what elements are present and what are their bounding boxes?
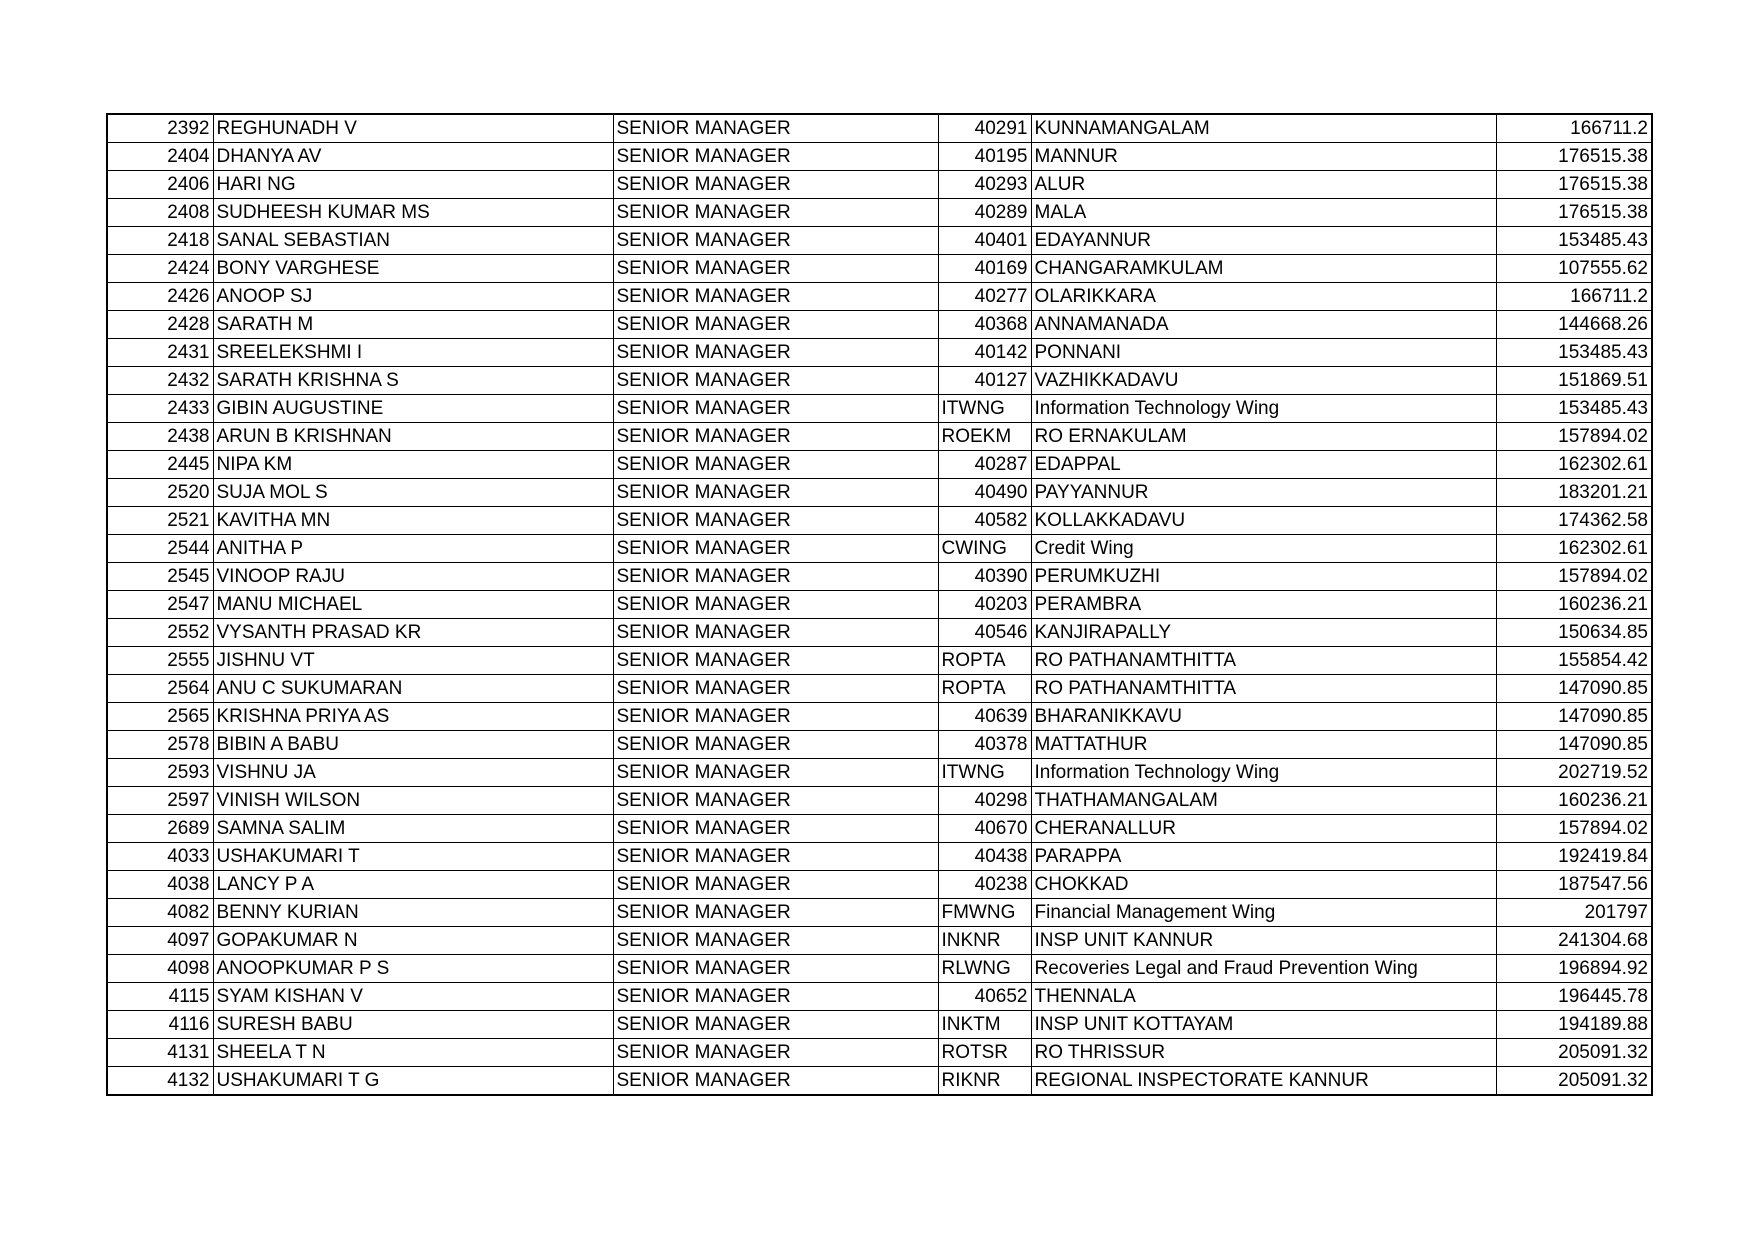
table-row	[107, 731, 1652, 759]
office-name-cell: MANNUR	[1031, 143, 1496, 171]
designation-cell: SENIOR MANAGER	[613, 871, 938, 899]
office-name-cell: MALA	[1031, 199, 1496, 227]
amount-cell: 151869.51	[1496, 367, 1652, 395]
office-name-cell: RO PATHANAMTHITTA	[1031, 647, 1496, 675]
amount-cell: 205091.32	[1496, 1039, 1652, 1067]
designation-cell: SENIOR MANAGER	[613, 1011, 938, 1039]
office-name-cell: INSP UNIT KOTTAYAM	[1031, 1011, 1496, 1039]
amount-cell: 162302.61	[1496, 451, 1652, 479]
employee-id-cell: 2418	[107, 227, 213, 255]
office-code-cell: 40652	[938, 983, 1031, 1011]
employee-id-cell: 2593	[107, 759, 213, 787]
office-code-cell: 40390	[938, 563, 1031, 591]
office-code-cell: 40238	[938, 871, 1031, 899]
office-name-cell: BHARANIKKAVU	[1031, 703, 1496, 731]
designation-cell: SENIOR MANAGER	[613, 675, 938, 703]
employee-id-cell: 2426	[107, 283, 213, 311]
amount-cell: 201797	[1496, 899, 1652, 927]
employee-name-cell: ANU C SUKUMARAN	[213, 675, 613, 703]
designation-cell: SENIOR MANAGER	[613, 367, 938, 395]
table-row	[107, 395, 1652, 423]
designation-cell: SENIOR MANAGER	[613, 507, 938, 535]
table-row	[107, 143, 1652, 171]
designation-cell: SENIOR MANAGER	[613, 703, 938, 731]
employee-id-cell: 4033	[107, 843, 213, 871]
designation-cell: SENIOR MANAGER	[613, 143, 938, 171]
office-code-cell: 40127	[938, 367, 1031, 395]
office-code-cell: ITWNG	[938, 395, 1031, 423]
employee-name-cell: KAVITHA MN	[213, 507, 613, 535]
table-row	[107, 983, 1652, 1011]
employee-id-cell: 4097	[107, 927, 213, 955]
amount-cell: 153485.43	[1496, 227, 1652, 255]
amount-cell: 192419.84	[1496, 843, 1652, 871]
office-name-cell: PERUMKUZHI	[1031, 563, 1496, 591]
employee-name-cell: REGHUNADH V	[213, 114, 613, 143]
employee-name-cell: USHAKUMARI T	[213, 843, 613, 871]
office-name-cell: PAYYANNUR	[1031, 479, 1496, 507]
amount-cell: 144668.26	[1496, 311, 1652, 339]
office-name-cell: EDAYANNUR	[1031, 227, 1496, 255]
office-name-cell: Credit Wing	[1031, 535, 1496, 563]
office-name-cell: RO PATHANAMTHITTA	[1031, 675, 1496, 703]
employee-id-cell: 2564	[107, 675, 213, 703]
office-code-cell: ITWNG	[938, 759, 1031, 787]
office-code-cell: 40401	[938, 227, 1031, 255]
employee-id-cell: 2424	[107, 255, 213, 283]
employee-name-cell: SYAM KISHAN V	[213, 983, 613, 1011]
amount-cell: 176515.38	[1496, 199, 1652, 227]
office-code-cell: 40438	[938, 843, 1031, 871]
amount-cell: 166711.2	[1496, 283, 1652, 311]
office-name-cell: Information Technology Wing	[1031, 759, 1496, 787]
designation-cell: SENIOR MANAGER	[613, 171, 938, 199]
designation-cell: SENIOR MANAGER	[613, 395, 938, 423]
employee-id-cell: 2552	[107, 619, 213, 647]
amount-cell: 166711.2	[1496, 114, 1652, 143]
amount-cell: 147090.85	[1496, 731, 1652, 759]
table-row	[107, 927, 1652, 955]
designation-cell: SENIOR MANAGER	[613, 535, 938, 563]
designation-cell: SENIOR MANAGER	[613, 423, 938, 451]
table-row	[107, 451, 1652, 479]
employee-name-cell: HARI NG	[213, 171, 613, 199]
employee-id-cell: 2545	[107, 563, 213, 591]
table-row	[107, 311, 1652, 339]
designation-cell: SENIOR MANAGER	[613, 227, 938, 255]
amount-cell: 150634.85	[1496, 619, 1652, 647]
office-code-cell: 40582	[938, 507, 1031, 535]
designation-cell: SENIOR MANAGER	[613, 983, 938, 1011]
amount-cell: 160236.21	[1496, 787, 1652, 815]
employee-name-cell: SURESH BABU	[213, 1011, 613, 1039]
employee-name-cell: BONY VARGHESE	[213, 255, 613, 283]
table-row	[107, 871, 1652, 899]
employee-id-cell: 4082	[107, 899, 213, 927]
employee-name-cell: KRISHNA PRIYA AS	[213, 703, 613, 731]
employee-name-cell: MANU MICHAEL	[213, 591, 613, 619]
designation-cell: SENIOR MANAGER	[613, 255, 938, 283]
employee-name-cell: SANAL SEBASTIAN	[213, 227, 613, 255]
amount-cell: 196894.92	[1496, 955, 1652, 983]
employee-name-cell: VINISH WILSON	[213, 787, 613, 815]
amount-cell: 176515.38	[1496, 171, 1652, 199]
office-name-cell: RO ERNAKULAM	[1031, 423, 1496, 451]
office-name-cell: VAZHIKKADAVU	[1031, 367, 1496, 395]
office-name-cell: KANJIRAPALLY	[1031, 619, 1496, 647]
designation-cell: SENIOR MANAGER	[613, 199, 938, 227]
amount-cell: 155854.42	[1496, 647, 1652, 675]
designation-cell: SENIOR MANAGER	[613, 1039, 938, 1067]
designation-cell: SENIOR MANAGER	[613, 339, 938, 367]
designation-cell: SENIOR MANAGER	[613, 311, 938, 339]
office-code-cell: 40203	[938, 591, 1031, 619]
employee-id-cell: 4115	[107, 983, 213, 1011]
table-row	[107, 535, 1652, 563]
employee-id-cell: 4132	[107, 1067, 213, 1096]
employee-id-cell: 2392	[107, 114, 213, 143]
table-row	[107, 591, 1652, 619]
employee-id-cell: 2432	[107, 367, 213, 395]
office-code-cell: 40287	[938, 451, 1031, 479]
designation-cell: SENIOR MANAGER	[613, 927, 938, 955]
table-row	[107, 339, 1652, 367]
employee-name-cell: JISHNU VT	[213, 647, 613, 675]
office-code-cell: ROTSR	[938, 1039, 1031, 1067]
designation-cell: SENIOR MANAGER	[613, 899, 938, 927]
amount-cell: 107555.62	[1496, 255, 1652, 283]
employee-name-cell: SREELEKSHMI I	[213, 339, 613, 367]
office-name-cell: THENNALA	[1031, 983, 1496, 1011]
table-row	[107, 1067, 1652, 1096]
table-row	[107, 955, 1652, 983]
table-row	[107, 255, 1652, 283]
employee-name-cell: VINOOP RAJU	[213, 563, 613, 591]
table-row	[107, 899, 1652, 927]
office-name-cell: CHANGARAMKULAM	[1031, 255, 1496, 283]
office-name-cell: PARAPPA	[1031, 843, 1496, 871]
amount-cell: 153485.43	[1496, 395, 1652, 423]
office-code-cell: 40546	[938, 619, 1031, 647]
employee-id-cell: 2433	[107, 395, 213, 423]
employee-name-cell: DHANYA AV	[213, 143, 613, 171]
employee-name-cell: GIBIN AUGUSTINE	[213, 395, 613, 423]
office-name-cell: EDAPPAL	[1031, 451, 1496, 479]
office-code-cell: 40298	[938, 787, 1031, 815]
designation-cell: SENIOR MANAGER	[613, 955, 938, 983]
office-code-cell: 40195	[938, 143, 1031, 171]
office-name-cell: KOLLAKKADAVU	[1031, 507, 1496, 535]
employee-name-cell: LANCY P A	[213, 871, 613, 899]
designation-cell: SENIOR MANAGER	[613, 619, 938, 647]
office-name-cell: CHOKKAD	[1031, 871, 1496, 899]
employee-name-cell: SARATH M	[213, 311, 613, 339]
table-row	[107, 759, 1652, 787]
amount-cell: 205091.32	[1496, 1067, 1652, 1096]
office-name-cell: ANNAMANADA	[1031, 311, 1496, 339]
office-name-cell: CHERANALLUR	[1031, 815, 1496, 843]
employee-id-cell: 2544	[107, 535, 213, 563]
employee-id-cell: 2431	[107, 339, 213, 367]
designation-cell: SENIOR MANAGER	[613, 731, 938, 759]
amount-cell: 174362.58	[1496, 507, 1652, 535]
office-code-cell: 40293	[938, 171, 1031, 199]
office-code-cell: 40490	[938, 479, 1031, 507]
table-row	[107, 1011, 1652, 1039]
designation-cell: SENIOR MANAGER	[613, 283, 938, 311]
amount-cell: 153485.43	[1496, 339, 1652, 367]
employee-id-cell: 2445	[107, 451, 213, 479]
employee-id-cell: 2428	[107, 311, 213, 339]
office-code-cell: 40639	[938, 703, 1031, 731]
employee-name-cell: SAMNA SALIM	[213, 815, 613, 843]
table-row	[107, 787, 1652, 815]
amount-cell: 202719.52	[1496, 759, 1652, 787]
employee-name-cell: SHEELA T N	[213, 1039, 613, 1067]
amount-cell: 187547.56	[1496, 871, 1652, 899]
office-code-cell: 40378	[938, 731, 1031, 759]
office-code-cell: CWING	[938, 535, 1031, 563]
employee-name-cell: BIBIN A BABU	[213, 731, 613, 759]
office-code-cell: 40169	[938, 255, 1031, 283]
office-code-cell: ROPTA	[938, 675, 1031, 703]
amount-cell: 157894.02	[1496, 815, 1652, 843]
table-row	[107, 199, 1652, 227]
employee-id-cell: 4038	[107, 871, 213, 899]
office-code-cell: INKTM	[938, 1011, 1031, 1039]
office-code-cell: 40670	[938, 815, 1031, 843]
amount-cell: 157894.02	[1496, 423, 1652, 451]
table-row	[107, 815, 1652, 843]
table-row	[107, 227, 1652, 255]
designation-cell: SENIOR MANAGER	[613, 647, 938, 675]
office-name-cell: THATHAMANGALAM	[1031, 787, 1496, 815]
amount-cell: 147090.85	[1496, 675, 1652, 703]
table-row	[107, 283, 1652, 311]
employee-name-cell: ANOOP SJ	[213, 283, 613, 311]
office-code-cell: ROEKM	[938, 423, 1031, 451]
employee-name-cell: SUJA MOL S	[213, 479, 613, 507]
employee-name-cell: GOPAKUMAR N	[213, 927, 613, 955]
office-name-cell: KUNNAMANGALAM	[1031, 114, 1496, 143]
employee-name-cell: NIPA KM	[213, 451, 613, 479]
employee-id-cell: 2547	[107, 591, 213, 619]
staff-table-body	[107, 114, 1652, 1095]
table-row	[107, 843, 1652, 871]
employee-id-cell: 4116	[107, 1011, 213, 1039]
designation-cell: SENIOR MANAGER	[613, 759, 938, 787]
table-row	[107, 563, 1652, 591]
employee-id-cell: 2578	[107, 731, 213, 759]
office-name-cell: ALUR	[1031, 171, 1496, 199]
designation-cell: SENIOR MANAGER	[613, 815, 938, 843]
employee-id-cell: 2406	[107, 171, 213, 199]
table-row	[107, 171, 1652, 199]
table-row	[107, 619, 1652, 647]
table-row	[107, 479, 1652, 507]
designation-cell: SENIOR MANAGER	[613, 787, 938, 815]
employee-id-cell: 2408	[107, 199, 213, 227]
employee-id-cell: 2521	[107, 507, 213, 535]
table-row	[107, 703, 1652, 731]
office-code-cell: 40368	[938, 311, 1031, 339]
staff-table	[106, 113, 1653, 1096]
office-name-cell: PERAMBRA	[1031, 591, 1496, 619]
employee-name-cell: SUDHEESH KUMAR MS	[213, 199, 613, 227]
table-row	[107, 1039, 1652, 1067]
office-code-cell: RLWNG	[938, 955, 1031, 983]
amount-cell: 147090.85	[1496, 703, 1652, 731]
table-row	[107, 647, 1652, 675]
designation-cell: SENIOR MANAGER	[613, 843, 938, 871]
amount-cell: 183201.21	[1496, 479, 1652, 507]
table-row	[107, 367, 1652, 395]
employee-name-cell: ANITHA P	[213, 535, 613, 563]
amount-cell: 160236.21	[1496, 591, 1652, 619]
table-row	[107, 507, 1652, 535]
office-name-cell: OLARIKKARA	[1031, 283, 1496, 311]
table-row	[107, 423, 1652, 451]
office-code-cell: 40289	[938, 199, 1031, 227]
employee-id-cell: 2404	[107, 143, 213, 171]
employee-id-cell: 4098	[107, 955, 213, 983]
amount-cell: 241304.68	[1496, 927, 1652, 955]
office-code-cell: RIKNR	[938, 1067, 1031, 1096]
employee-id-cell: 2555	[107, 647, 213, 675]
employee-name-cell: VISHNU JA	[213, 759, 613, 787]
office-code-cell: 40277	[938, 283, 1031, 311]
amount-cell: 162302.61	[1496, 535, 1652, 563]
designation-cell: SENIOR MANAGER	[613, 591, 938, 619]
designation-cell: SENIOR MANAGER	[613, 114, 938, 143]
table-row	[107, 675, 1652, 703]
employee-id-cell: 2438	[107, 423, 213, 451]
employee-name-cell: BENNY KURIAN	[213, 899, 613, 927]
designation-cell: SENIOR MANAGER	[613, 451, 938, 479]
office-code-cell: FMWNG	[938, 899, 1031, 927]
office-code-cell: ROPTA	[938, 647, 1031, 675]
office-name-cell: Financial Management Wing	[1031, 899, 1496, 927]
designation-cell: SENIOR MANAGER	[613, 479, 938, 507]
office-name-cell: REGIONAL INSPECTORATE KANNUR	[1031, 1067, 1496, 1096]
employee-id-cell: 2689	[107, 815, 213, 843]
table-row	[107, 114, 1652, 143]
employee-id-cell: 2520	[107, 479, 213, 507]
employee-name-cell: USHAKUMARI T G	[213, 1067, 613, 1096]
designation-cell: SENIOR MANAGER	[613, 563, 938, 591]
amount-cell: 176515.38	[1496, 143, 1652, 171]
employee-name-cell: ARUN B KRISHNAN	[213, 423, 613, 451]
amount-cell: 196445.78	[1496, 983, 1652, 1011]
office-name-cell: MATTATHUR	[1031, 731, 1496, 759]
designation-cell: SENIOR MANAGER	[613, 1067, 938, 1096]
office-name-cell: Information Technology Wing	[1031, 395, 1496, 423]
office-name-cell: RO THRISSUR	[1031, 1039, 1496, 1067]
employee-id-cell: 4131	[107, 1039, 213, 1067]
office-code-cell: 40142	[938, 339, 1031, 367]
employee-name-cell: ANOOPKUMAR P S	[213, 955, 613, 983]
office-name-cell: Recoveries Legal and Fraud Prevention Wing	[1031, 955, 1496, 983]
employee-name-cell: VYSANTH PRASAD KR	[213, 619, 613, 647]
amount-cell: 194189.88	[1496, 1011, 1652, 1039]
employee-name-cell: SARATH KRISHNA S	[213, 367, 613, 395]
employee-id-cell: 2597	[107, 787, 213, 815]
employee-id-cell: 2565	[107, 703, 213, 731]
amount-cell: 157894.02	[1496, 563, 1652, 591]
office-name-cell: INSP UNIT KANNUR	[1031, 927, 1496, 955]
office-code-cell: INKNR	[938, 927, 1031, 955]
office-name-cell: PONNANI	[1031, 339, 1496, 367]
office-code-cell: 40291	[938, 114, 1031, 143]
